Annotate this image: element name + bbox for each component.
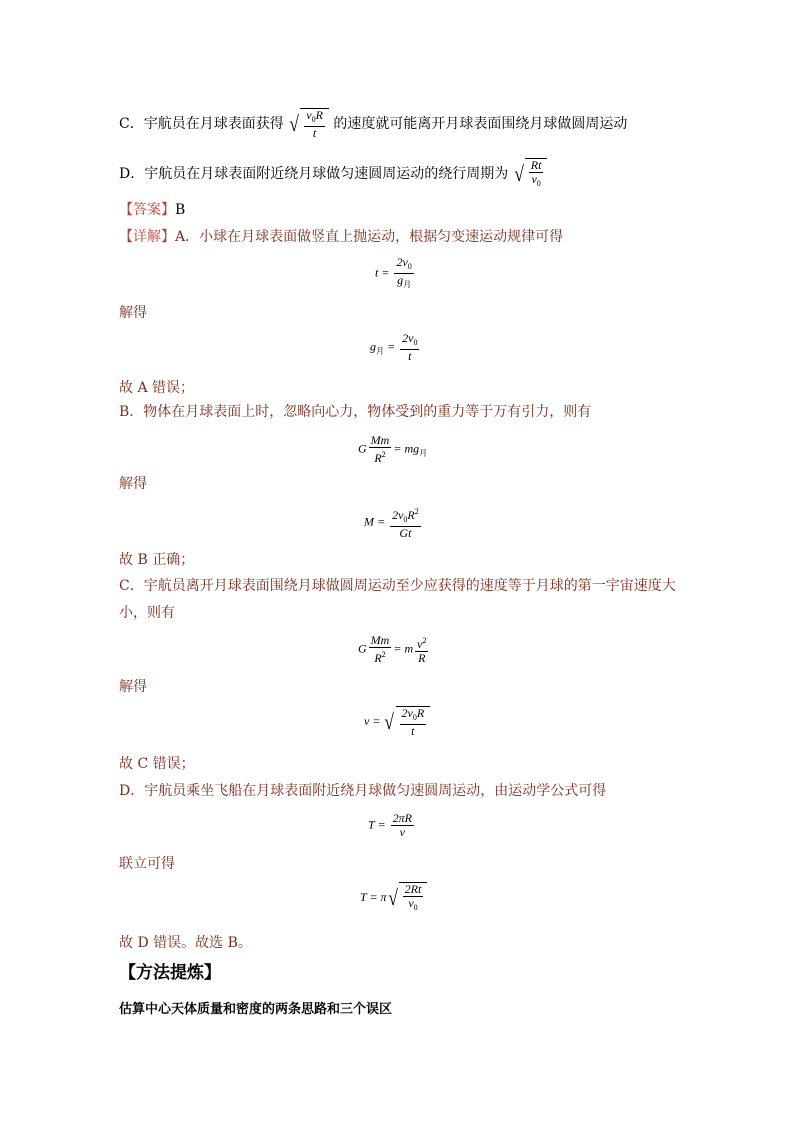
c-conclusion: 故 C 错误； (119, 756, 195, 772)
option-c-prefix: C．宇航员在月球表面获得 (119, 116, 284, 132)
option-d (119, 158, 547, 190)
option-c-suffix: 的速度就可能离开月球表面围绕月球做圆周运动 (333, 116, 628, 132)
d-conclusion: 故 D 错误。故选 B。 (119, 935, 252, 951)
equation-5: G $\frac{Mm}{R^2}$ = m $\frac{v^2}{R}$ (358, 633, 427, 665)
a-conclusion: 故 A 错误； (119, 380, 195, 396)
option-c-formula: √ $\frac{v_0R}{t}$ (288, 108, 329, 140)
answer-value: B (175, 202, 186, 218)
equation-3: G $\frac{Mm}{R^2}$ = $mg_月$ (358, 433, 428, 465)
equation-8: T = π √ $\frac{2Rt}{v_0}$ (360, 882, 427, 914)
option-d-formula: √ $\frac{Rt}{v_0}$ (513, 158, 548, 190)
solve-1: 解得 (119, 305, 147, 321)
explanation-c-intro-1: C．宇航员离开月球表面围绕月球做圆周运动至少应获得的速度等于月球的第一宇宙速度大 (119, 578, 676, 594)
option-d-prefix: D．宇航员在月球表面附近绕月球做匀速圆周运动的绕行周期为 (119, 166, 509, 182)
solve-2: 解得 (119, 476, 147, 492)
solve-3: 解得 (119, 679, 147, 695)
explanation-b-intro: B．物体在月球表面上时，忽略向心力，物体受到的重力等于万有引力，则有 (119, 404, 592, 420)
method-subheading: 估算中心天体质量和密度的两条思路和三个误区 (119, 1002, 393, 1017)
explanation-a-intro: 【详解】A．小球在月球表面做竖直上抛运动，根据匀变速运动规律可得 (119, 229, 564, 245)
method-heading: 【方法提炼】 (119, 963, 221, 983)
explanation-d-intro: D．宇航员乘坐飞船在月球表面附近绕月球做匀速圆周运动，由运动学公式可得 (119, 783, 607, 799)
equation-2: $g_月$ = $\frac{2v_0}{t}$ (370, 331, 418, 363)
b-conclusion: 故 B 正确； (119, 552, 195, 568)
answer-label: 【答案】 (119, 202, 175, 218)
explanation-c-intro-2: 小，则有 (119, 605, 175, 621)
equation-7: T = $\frac{2\pi R}{v}$ (368, 811, 412, 839)
equation-6: v = √ $\frac{2v_0R}{t}$ (364, 706, 430, 738)
option-c (119, 108, 627, 140)
combine-line: 联立可得 (119, 856, 175, 872)
equation-1: t = $\frac{2v_0}{g_月}$ (375, 255, 412, 289)
explanation-label: 【详解】 (119, 229, 175, 245)
equation-4: M = $\frac{2v_0R^2}{Gt}$ (364, 507, 419, 540)
answer-line (119, 200, 185, 220)
